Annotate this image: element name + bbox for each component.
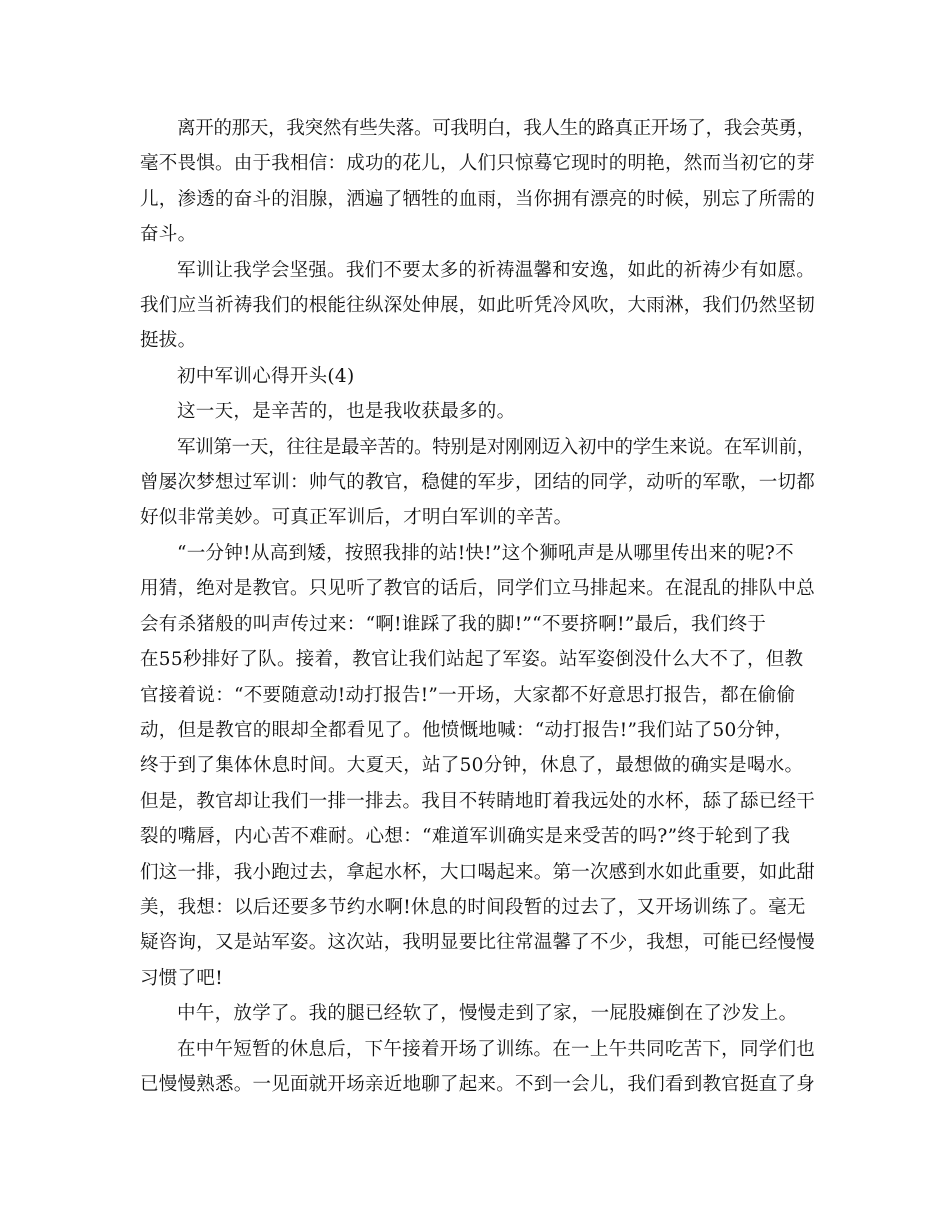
text-line: 儿，渗透的奋斗的泪腺，洒遍了牺牲的血雨，当你拥有漂亮的时候，别忘了所需的 (140, 188, 815, 210)
text-line: 中午，放学了。我的腿已经软了，慢慢走到了家，一屁股瘫倒在了沙发上。 (177, 1003, 798, 1025)
text-line: 这一天，是辛苦的，也是我收获最多的。 (177, 401, 516, 423)
text-line: 动，但是教官的眼却全都看见了。他愤慨地喊：“动打报告!”我们站了50分钟， (140, 719, 793, 741)
text-line: 曾屡次梦想过军训：帅气的教官，稳健的军步，团结的同学，动听的军歌，一切都 (140, 472, 815, 494)
text-line: “一分钟!从高到矮，按照我排的站!快!”这个狮吼声是从哪里传出来的呢?不 (177, 542, 794, 564)
text-line: 离开的那天，我突然有些失落。可我明白，我人生的路真正开场了，我会英勇， (177, 118, 815, 139)
paragraph (140, 253, 815, 359)
paragraph (140, 430, 815, 536)
paragraph (140, 1032, 815, 1103)
text-line: 美，我想：以后还要多节约水啊!休息的时间段暂的过去了，又开场训练了。毫无 (140, 896, 806, 918)
text-line: 官接着说：“不要随意动!动打报告!”一开场，大家都不好意思打报告，都在偷偷 (140, 684, 796, 706)
text-line: 军训让我学会坚强。我们不要太多的祈祷温馨和安逸，如此的祈祷少有如愿。 (177, 259, 815, 281)
document-body (140, 111, 815, 1102)
text-line: 奋斗。 (140, 224, 197, 246)
text-line: 我们应当祈祷我们的根能往纵深处伸展，如此听凭冷风吹，大雨淋，我们仍然坚韧 (140, 295, 815, 317)
paragraph (140, 394, 815, 429)
text-line: 好似非常美妙。可真正军训后，才明白军训的辛苦。 (140, 507, 573, 529)
paragraph (140, 536, 815, 996)
text-line: 挺拔。 (140, 330, 197, 352)
text-line: 已慢慢熟悉。一见面就开场亲近地聊了起来。不到一会儿，我们看到教官挺直了身 (140, 1073, 815, 1095)
text-line: 毫不畏惧。由于我相信：成功的花儿，人们只惊蓦它现时的明艳，然而当初它的芽 (140, 153, 815, 175)
text-line: 疑咨询，又是站军姿。这次站，我明显要比往常温馨了不少，我想，可能已经慢慢 (140, 932, 815, 954)
paragraph (140, 996, 815, 1031)
text-line: 们这一排，我小跑过去，拿起水杯，大口喝起来。第一次感到水如此重要，如此甜 (140, 861, 815, 883)
text-line: 终于到了集体休息时间。大夏天，站了50分钟，休息了，最想做的确实是喝水。 (140, 755, 804, 777)
text-line: 但是，教官却让我们一排一排去。我目不转睛地盯着我远处的水杯，舔了舔已经干 (140, 790, 815, 812)
text-line: 初中军训心得开头(4) (177, 365, 355, 387)
text-line: 裂的嘴唇，内心苦不难耐。心想：“难道军训确实是来受苦的吗?”终于轮到了我 (140, 826, 791, 848)
text-line: 在55秒排好了队。接着，教官让我们站起了军姿。站军姿倒没什么大不了，但教 (140, 649, 804, 671)
paragraph (140, 111, 815, 253)
paragraph (140, 359, 815, 394)
text-line: 习惯了吧! (140, 967, 223, 989)
text-line: 在中午短暂的休息后，下午接着开场了训练。在一上午共同吃苦下，同学们也 (177, 1038, 815, 1060)
text-line: 用猜，绝对是教官。只见听了教官的话后，同学们立马排起来。在混乱的排队中总 (140, 578, 815, 600)
text-line: 军训第一天，往往是最辛苦的。特别是对刚刚迈入初中的学生来说。在军训前， (177, 436, 815, 458)
text-line: 会有杀猪般的叫声传过来：“啊!谁踩了我的脚!”“不要挤啊!”最后，我们终于 (140, 613, 767, 635)
